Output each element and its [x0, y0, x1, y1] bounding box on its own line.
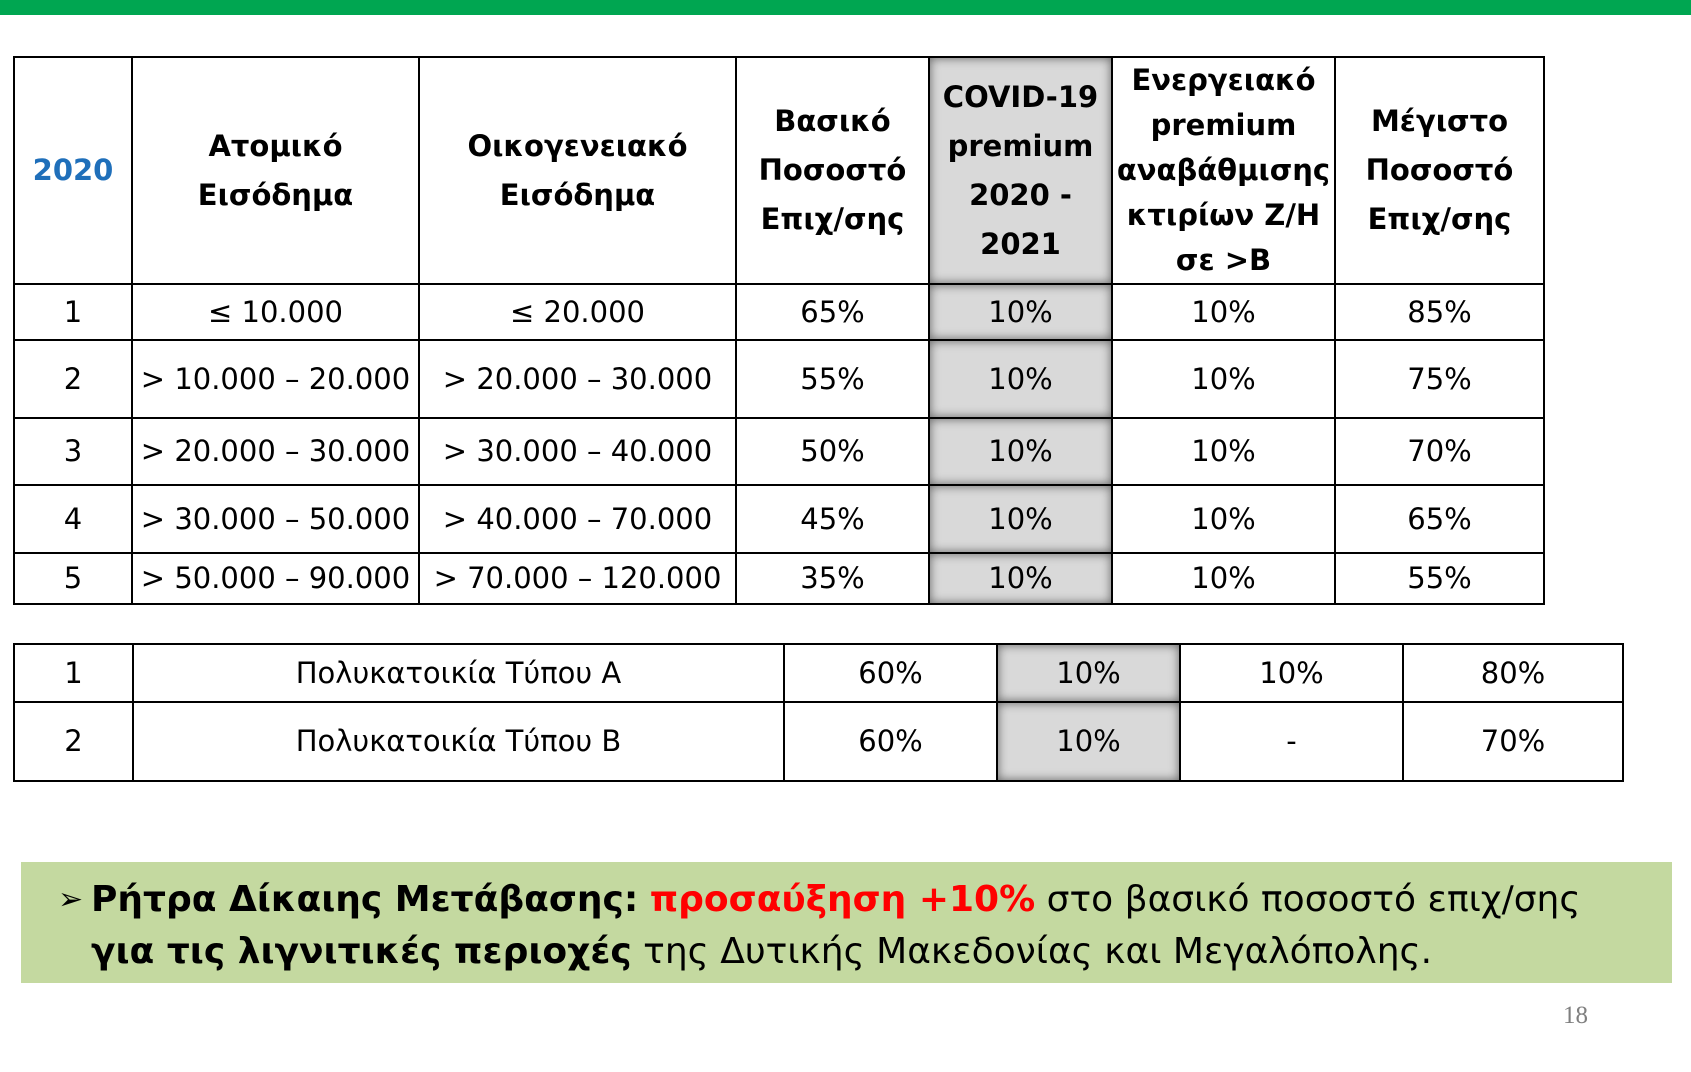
max-rate-cell: 75% — [1335, 340, 1544, 418]
arrow-bullet-icon: ➢ — [58, 882, 84, 917]
category-cell: 1 — [14, 644, 133, 702]
category-cell: 4 — [14, 485, 132, 553]
energy-premium-cell: 10% — [1112, 418, 1335, 485]
table-row — [14, 485, 1544, 553]
table-row — [14, 702, 1623, 781]
energy-premium-header: Ενεργειακό premium αναβάθμισης κτιρίων Ζ/Η σε >Β — [1112, 57, 1335, 284]
table-row — [14, 340, 1544, 418]
category-cell: 5 — [14, 553, 132, 604]
category-cell: 1 — [14, 284, 132, 340]
max-rate-cell: 70% — [1335, 418, 1544, 485]
base-rate-cell: 60% — [784, 702, 997, 781]
max-rate-cell: 80% — [1403, 644, 1623, 702]
base-rate-cell: 35% — [736, 553, 929, 604]
covid-premium-cell: 10% — [929, 553, 1112, 604]
table-row — [14, 553, 1544, 604]
subsidy-rates-table — [13, 56, 1545, 605]
just-transition-banner — [21, 862, 1672, 983]
covid-premium-cell: 10% — [929, 340, 1112, 418]
individual-income-cell: > 10.000 – 20.000 — [132, 340, 419, 418]
banner-label: Ρήτρα Δίκαιης Μετάβασης: — [91, 879, 639, 920]
base-rate-header: Βασικό Ποσοστό Επιχ/σης — [736, 57, 929, 284]
family-income-cell: > 70.000 – 120.000 — [419, 553, 736, 604]
covid-premium-cell: 10% — [997, 644, 1180, 702]
category-cell: 2 — [14, 702, 133, 781]
base-rate-cell: 65% — [736, 284, 929, 340]
building-type-cell: Πολυκατοικία Τύπου Α — [133, 644, 784, 702]
energy-premium-cell: 10% — [1112, 284, 1335, 340]
banner-text-part1: στο βασικό ποσοστό επιχ/σης — [1046, 879, 1581, 920]
max-rate-cell: 85% — [1335, 284, 1544, 340]
energy-premium-cell: 10% — [1112, 340, 1335, 418]
covid-premium-cell: 10% — [929, 284, 1112, 340]
max-rate-cell: 65% — [1335, 485, 1544, 553]
page-number: 18 — [1563, 1002, 1588, 1029]
energy-premium-cell: - — [1180, 702, 1403, 781]
max-rate-header: Μέγιστο Ποσοστό Επιχ/σης — [1335, 57, 1544, 284]
family-income-cell: > 30.000 – 40.000 — [419, 418, 736, 485]
individual-income-cell: ≤ 10.000 — [132, 284, 419, 340]
building-type-cell: Πολυκατοικία Τύπου Β — [133, 702, 784, 781]
banner-text — [91, 874, 1651, 978]
family-income-cell: > 20.000 – 30.000 — [419, 340, 736, 418]
category-cell: 3 — [14, 418, 132, 485]
table-row — [14, 644, 1623, 702]
covid-premium-cell: 10% — [997, 702, 1180, 781]
banner-bold-part: για τις λιγνιτικές περιοχές — [91, 931, 632, 972]
max-rate-cell: 70% — [1403, 702, 1623, 781]
covid-premium-cell: 10% — [929, 485, 1112, 553]
energy-premium-cell: 10% — [1112, 485, 1335, 553]
top-accent-bar — [0, 0, 1691, 15]
base-rate-cell: 50% — [736, 418, 929, 485]
banner-text-part2: της Δυτικής Μακεδονίας και Μεγαλόπολης. — [643, 931, 1433, 972]
family-income-cell: ≤ 20.000 — [419, 284, 736, 340]
energy-premium-cell: 10% — [1112, 553, 1335, 604]
year-header: 2020 — [14, 57, 132, 284]
banner-highlight: προσαύξηση +10% — [649, 879, 1036, 920]
individual-income-cell: > 30.000 – 50.000 — [132, 485, 419, 553]
max-rate-cell: 55% — [1335, 553, 1544, 604]
individual-income-cell: > 20.000 – 30.000 — [132, 418, 419, 485]
covid-premium-cell: 10% — [929, 418, 1112, 485]
table-row — [14, 284, 1544, 340]
base-rate-cell: 55% — [736, 340, 929, 418]
family-income-cell: > 40.000 – 70.000 — [419, 485, 736, 553]
apartment-buildings-table — [13, 643, 1624, 782]
covid-premium-header: COVID-19 premium 2020 - 2021 — [929, 57, 1112, 284]
category-cell: 2 — [14, 340, 132, 418]
table-row — [14, 418, 1544, 485]
header-row — [14, 57, 1544, 284]
energy-premium-cell: 10% — [1180, 644, 1403, 702]
individual-income-header: Ατομικό Εισόδημα — [132, 57, 419, 284]
individual-income-cell: > 50.000 – 90.000 — [132, 553, 419, 604]
base-rate-cell: 60% — [784, 644, 997, 702]
base-rate-cell: 45% — [736, 485, 929, 553]
family-income-header: Οικογενειακό Εισόδημα — [419, 57, 736, 284]
